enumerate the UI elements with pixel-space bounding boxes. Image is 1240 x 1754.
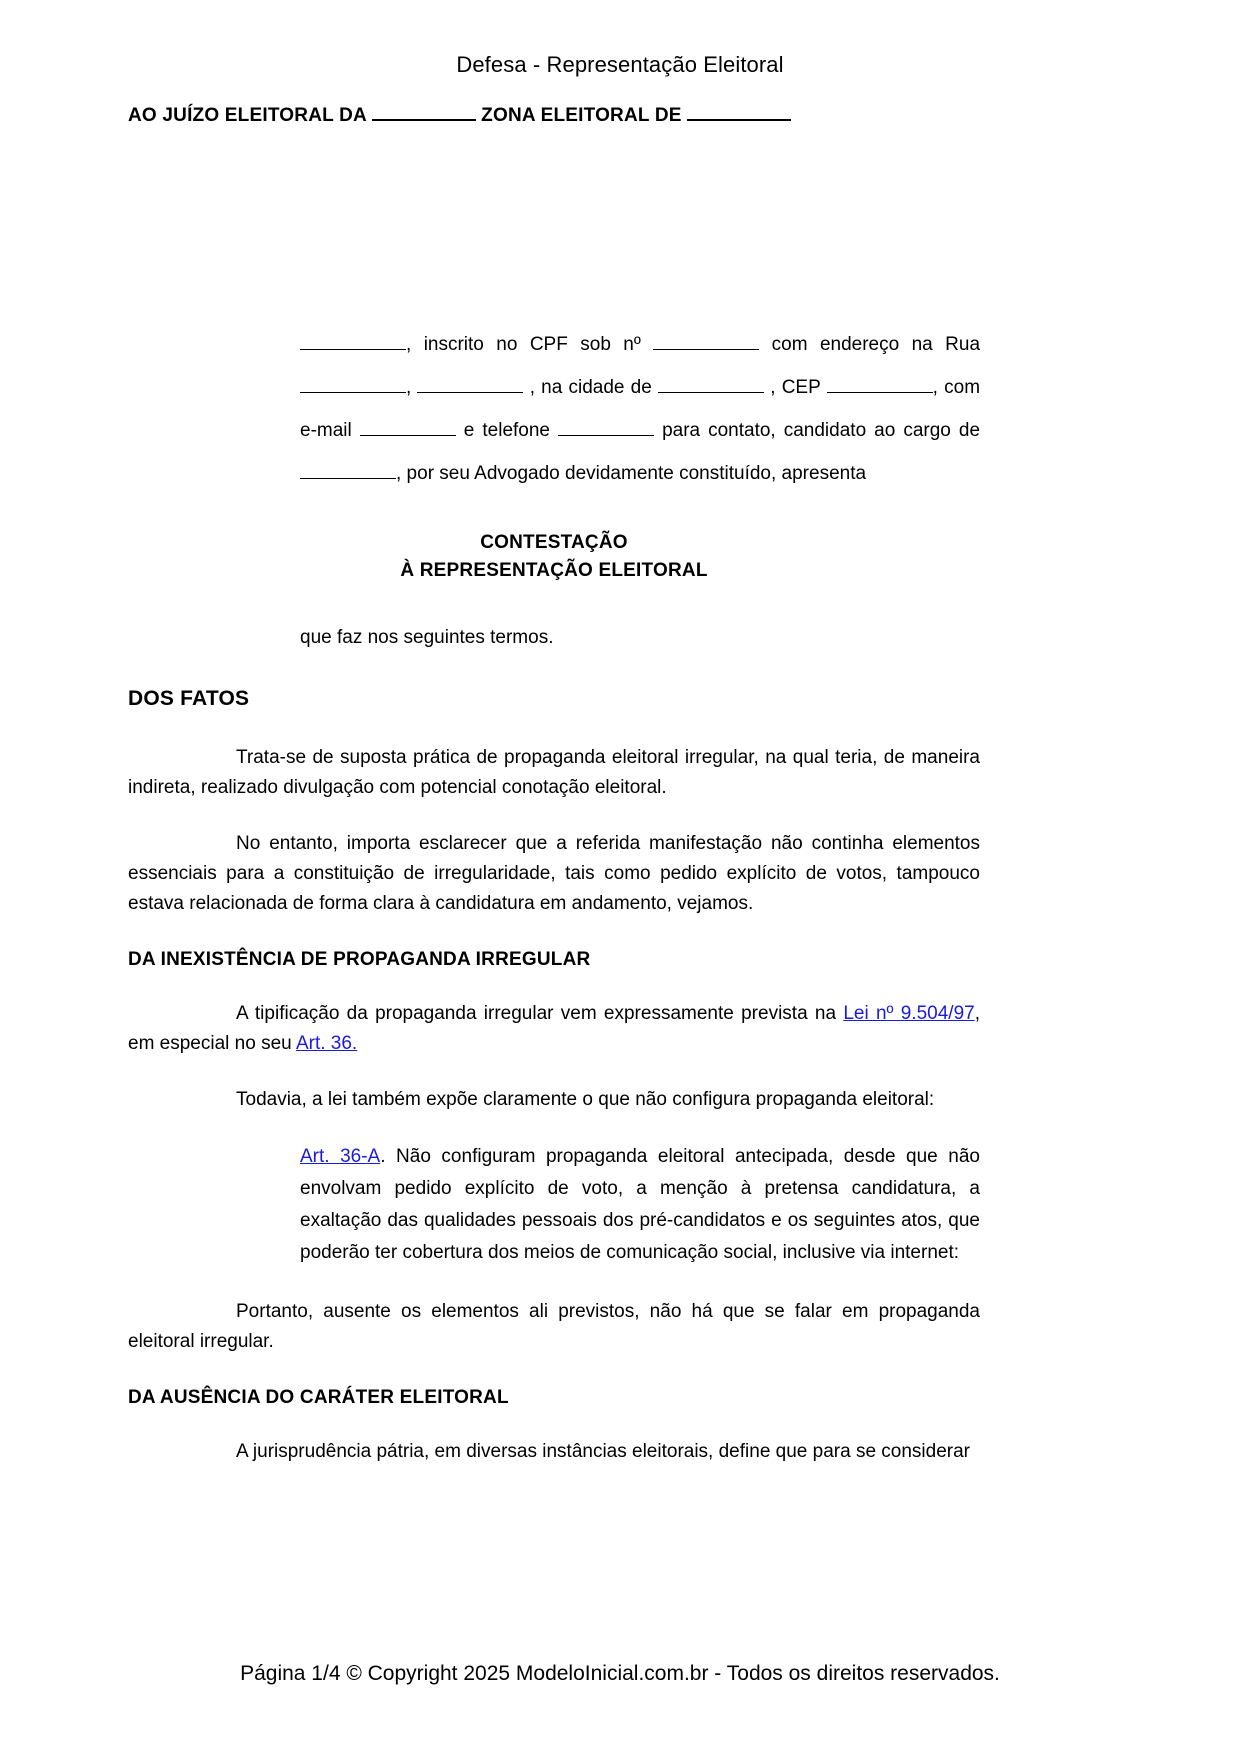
spacer	[128, 127, 980, 323]
addressee-part-1: AO JUÍZO ELEITORAL DA	[128, 104, 367, 126]
qualify-seg-11: , por seu Advogado devidamente constituído, apresenta	[396, 462, 867, 484]
blank-cep[interactable]	[827, 374, 933, 393]
spacer	[128, 1409, 980, 1437]
spacer	[128, 971, 980, 999]
lead-line: que faz nos seguintes termos.	[300, 626, 554, 648]
fatos-paragraph-1: Trata-se de suposta prática de propaganda eleitoral irregular, na qual teria, de maneira indireta, realizado divulgação com potencial conotação eleitoral.	[128, 746, 980, 798]
qualify-seg-6: ,	[932, 376, 938, 398]
blank-cpf[interactable]	[653, 331, 759, 350]
document-body	[128, 104, 980, 1467]
fatos-paragraph-2: No entanto, importa esclarecer que a referida manifestação não continha elementos essenciais para a constituição de irregularidade, tais como pedido explícito de votos, tampouco estava relacionada de forma clara à candidatura em andamento, vejamos.	[128, 832, 980, 914]
inexistencia-paragraph-1	[128, 999, 980, 1059]
qualify-seg-1: , inscrito no CPF sob nº	[406, 333, 641, 355]
qualify-seg-10: cargo de	[903, 419, 981, 441]
inexistencia-text-middle: , em especial no seu	[128, 1002, 980, 1054]
page-footer: Página 1/4 © Copyright 2025 ModeloInicial.com.br - Todos os direitos reservados.	[240, 1662, 1000, 1685]
spacer	[128, 711, 980, 743]
inexistencia-paragraph-3: Portanto, ausente os elementos ali previstos, não há que se falar em propaganda eleitoral irregular.	[128, 1300, 980, 1352]
spacer	[128, 1059, 980, 1085]
page-title: Defesa - Representação Eleitoral	[456, 52, 784, 77]
spacer	[128, 1115, 980, 1141]
qualify-seg-3: ,	[406, 376, 412, 398]
blank-cargo[interactable]	[300, 460, 396, 479]
inexistencia-paragraph-2: Todavia, a lei também expõe claramente o que não configura propaganda eleitoral:	[236, 1088, 935, 1110]
link-art-36a[interactable]: Art. 36-A	[300, 1145, 381, 1167]
contestacao-title-line-1: CONTESTAÇÃO	[480, 531, 628, 553]
qualification-paragraph	[300, 323, 980, 495]
ausencia-paragraph-1: A jurisprudência pátria, em diversas instâncias eleitorais, define que para se considerar	[236, 1440, 971, 1462]
quote-art-36a	[300, 1141, 980, 1269]
spacer	[128, 653, 980, 687]
qualify-seg-7: com e-mail	[300, 376, 981, 441]
spacer	[128, 1269, 980, 1297]
blank-bairro[interactable]	[417, 374, 523, 393]
spacer	[128, 1357, 980, 1387]
addressee-line	[128, 104, 980, 127]
qualify-seg-2: com endereço na Rua	[771, 333, 981, 355]
section-heading-inexistencia: DA INEXISTÊNCIA DE PROPAGANDA IRREGULAR	[128, 948, 591, 970]
spacer	[128, 495, 980, 529]
qualify-seg-4: , na cidade de	[529, 376, 652, 398]
spacer	[128, 585, 980, 623]
inexistencia-text-before: A tipificação da propaganda irregular vem expressamente prevista na	[236, 1002, 844, 1024]
blank-email[interactable]	[360, 417, 456, 436]
qualify-seg-5: , CEP	[770, 376, 821, 398]
qualify-seg-8: e telefone	[463, 419, 550, 441]
contestacao-title-block	[128, 529, 980, 585]
spacer	[128, 803, 980, 829]
section-heading-ausencia: DA AUSÊNCIA DO CARÁTER ELEITORAL	[128, 1386, 509, 1408]
contestacao-title-line-2: À REPRESENTAÇÃO ELEITORAL	[400, 559, 708, 581]
link-art-36[interactable]: Art. 36.	[295, 1032, 358, 1054]
blank-telefone[interactable]	[558, 417, 654, 436]
blank-nome[interactable]	[300, 331, 406, 350]
qualify-seg-9: para contato, candidato ao	[662, 419, 896, 441]
section-heading-dos-fatos: DOS FATOS	[128, 686, 250, 710]
spacer	[128, 919, 980, 949]
addressee-part-2: ZONA ELEITORAL DE	[481, 104, 682, 126]
link-lei-9504[interactable]: Lei nº 9.504/97	[843, 1002, 975, 1024]
addressee-blank-zona[interactable]	[372, 104, 476, 121]
blank-cidade[interactable]	[658, 374, 764, 393]
quote-body-text: . Não configuram propaganda eleitoral antecipada, desde que não envolvam pedido explícito de voto, a menção à pretensa candidatura, a exaltação das qualidades pessoais dos pré-candidatos e os seguintes atos, que poderão ter cobertura dos meios de comunicação social, inclusive via internet:	[300, 1145, 980, 1263]
blank-rua[interactable]	[300, 374, 406, 393]
addressee-blank-local[interactable]	[687, 104, 791, 121]
